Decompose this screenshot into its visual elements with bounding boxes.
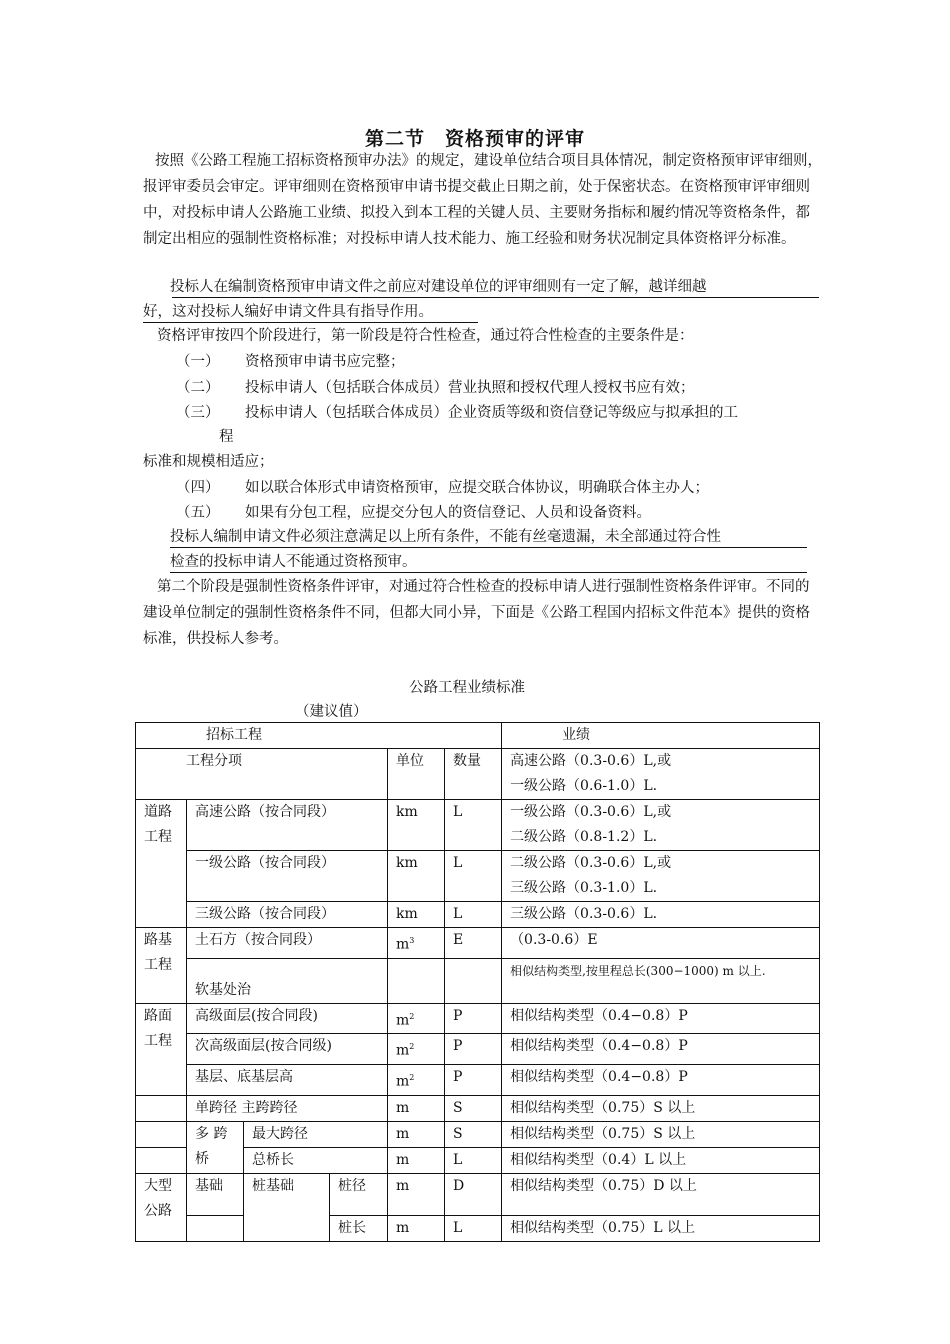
bridge-multi-label: 多 跨 桥 — [187, 1121, 244, 1173]
large-pile-length-qty: L — [445, 1215, 502, 1241]
condition-4-text: 如以联合体形式申请资格预审，应提交联合体协议，明确联合体主办人； — [245, 480, 709, 496]
header-perf-cell — [502, 749, 820, 800]
condition-3-continuation: 标准和规模相适应； — [143, 454, 274, 470]
subgrade-soft-unit — [388, 958, 445, 1003]
table-header-row — [136, 723, 820, 749]
table-subtitle: （建议值） — [295, 704, 368, 720]
note-line1: 投标人编制申请文件必须注意满足以上所有条件，不能有丝毫遗漏，未全部通过符合性 — [170, 529, 721, 545]
road-class1-unit: km — [388, 851, 445, 902]
header-item: 工程分项 — [136, 749, 388, 800]
large-pile-diameter-qty: D — [445, 1173, 502, 1215]
bridge-multi-length-name: 总桥长 — [244, 1147, 388, 1173]
pavement-high-qty: P — [445, 1003, 502, 1034]
condition-3-num: （三） — [176, 405, 220, 421]
table-row — [136, 1034, 820, 1065]
subgrade-soft-perf: 相似结构类型,按里程总长(300−1000) m 以上. — [502, 958, 820, 1003]
subgrade-soft-name: 软基处治 — [187, 958, 388, 1003]
condition-5-num: （五） — [176, 505, 220, 521]
paragraph-stage2: 第二个阶段是强制性资格条件评审，对通过符合性检查的投标申请人进行强制性资格条件评审。不同的建设单位制定的强制性资格条件不同，但都大同小异，下面是《公路工程国内招标文件范本》提供的资格标准，供投标人参考。 — [143, 579, 810, 647]
road-class3-perf: 三级公路（0.3-0.6）L. — [502, 902, 820, 928]
road-class1-qty: L — [445, 851, 502, 902]
pavement-base-unit: $m^2$ — [388, 1064, 445, 1095]
table-row — [136, 1003, 820, 1034]
paragraph-intro: 按照《公路工程施工招标资格预审办法》的规定，建设单位结合项目具体情况，制定资格预审评审细则，报评审委员会审定。评审细则在资格预审申请书提交截止日期之前，处于保密状态。在资格预审评审细则中，对投标申请人公路施工业绩、拟投入到本工程的关键人员、主要财务指标和履约情况等资格条件，都制定出相应的强制性资格标准；对投标申请人技术能力、施工经验和财务状况制定具体资格评分标准。 — [143, 153, 822, 247]
condition-5-text: 如果有分包工程，应提交分包人的资信登记、人员和设备资料。 — [245, 505, 651, 521]
category-subgrade: 路基工程 — [136, 928, 187, 1004]
bridge-multi-maxspan-name: 最大跨径 — [244, 1121, 388, 1147]
condition-3-text: 投标申请人（包括联合体成员）企业资质等级和资信登记等级应与拟承担的工 — [245, 405, 738, 421]
pavement-high-unit: $m^2$ — [388, 1003, 445, 1034]
table-row — [136, 958, 820, 1003]
large-foundation-label: 基础 — [187, 1173, 244, 1215]
table-row — [136, 1064, 820, 1095]
subgrade-earthwork-unit: $m^3$ — [388, 928, 445, 959]
section-title: 第二节 资格预审的评审 — [364, 128, 585, 150]
road-highway-perf — [502, 800, 820, 851]
road-class1-perf-line1: 二级公路（0.3-0.6）L,或 — [510, 855, 672, 871]
note-underline-1 — [170, 547, 807, 548]
condition-2-num: （二） — [176, 380, 220, 396]
road-highway-name: 高速公路（按合同段） — [187, 800, 388, 851]
large-pile-length-perf: 相似结构类型（0.75）L 以上 — [502, 1215, 820, 1241]
table-row — [136, 1173, 820, 1215]
note-underline-2 — [170, 572, 807, 573]
pavement-high-name: 高级面层(按合同段) — [187, 1003, 388, 1034]
bridge-multi-maxspan-qty: S — [445, 1121, 502, 1147]
paragraph-tip-line2: 好，这对投标人编好申请文件具有指导作用。 — [143, 304, 433, 320]
road-class1-perf-line2: 三级公路（0.3-1.0）L. — [510, 880, 658, 896]
road-highway-perf-line1: 一级公路（0.3-0.6）L,或 — [510, 804, 672, 820]
category-large-highway: 大型公路 — [136, 1173, 187, 1241]
condition-4-num: （四） — [176, 480, 220, 496]
road-highway-perf-line2: 二级公路（0.8-1.2）L. — [510, 829, 658, 845]
pavement-base-name: 基层、底基层高 — [187, 1064, 388, 1095]
large-pile-diameter-name: 桩径 — [330, 1173, 388, 1215]
condition-2-text: 投标申请人（包括联合体成员）营业执照和授权代理人授权书应有效； — [245, 380, 695, 396]
header-unit: 单位 — [388, 749, 445, 800]
bridge-multi-maxspan-unit: m — [388, 1121, 445, 1147]
large-pile-diameter-unit: m — [388, 1173, 445, 1215]
bridge-multi-blank-1 — [136, 1121, 187, 1147]
tip-underline — [172, 297, 819, 298]
pavement-sub-qty: P — [445, 1034, 502, 1065]
bridge-single-name: 单跨径 主跨跨径 — [187, 1095, 388, 1121]
subgrade-earthwork-name: 土石方（按合同段） — [187, 928, 388, 959]
condition-3-wrap: 程 — [219, 429, 234, 445]
bridge-multi-length-qty: L — [445, 1147, 502, 1173]
paragraph-stage1: 资格评审按四个阶段进行，第一阶段是符合性检查，通过符合性检查的主要条件是： — [157, 328, 694, 344]
header-performance: 业绩 — [502, 723, 820, 749]
bridge-multi-length-unit: m — [388, 1147, 445, 1173]
pavement-base-perf: 相似结构类型（0.4−0.8）P — [502, 1064, 820, 1095]
table-subheader-row — [136, 749, 820, 800]
bridge-multi-blank-2 — [136, 1147, 187, 1173]
road-class3-qty: L — [445, 902, 502, 928]
paragraph-tip-line1: 投标人在编制资格预审申请文件之前应对建设单位的评审细则有一定了解，越详细越 — [170, 279, 707, 295]
pavement-sub-perf: 相似结构类型（0.4−0.8）P — [502, 1034, 820, 1065]
condition-1-num: （一） — [176, 354, 220, 370]
road-class1-perf — [502, 851, 820, 902]
large-foundation-blank — [187, 1215, 244, 1241]
note-line2: 检查的投标申请人不能通过资格预审。 — [170, 554, 417, 570]
table-row — [136, 1095, 820, 1121]
pavement-base-qty: P — [445, 1064, 502, 1095]
category-pavement: 路面工程 — [136, 1003, 187, 1095]
header-quantity: 数量 — [445, 749, 502, 800]
table-row — [136, 800, 820, 851]
subgrade-earthwork-qty: E — [445, 928, 502, 959]
condition-1-text: 资格预审申请书应完整； — [245, 354, 405, 370]
header-perf-line1: 高速公路（0.3-0.6）L,或 — [510, 753, 672, 769]
pavement-sub-name: 次高级面层(按合同级) — [187, 1034, 388, 1065]
large-pile-label: 桩基础 — [244, 1173, 330, 1241]
road-class1-name: 一级公路（按合同段） — [187, 851, 388, 902]
large-pile-length-unit: m — [388, 1215, 445, 1241]
road-class3-name: 三级公路（按合同段） — [187, 902, 388, 928]
bridge-multi-length-perf: 相似结构类型（0.4）L 以上 — [502, 1147, 820, 1173]
table-row — [136, 851, 820, 902]
header-project: 招标工程 — [136, 723, 502, 749]
table-row — [136, 1121, 820, 1147]
table-row — [136, 902, 820, 928]
bridge-multi-maxspan-perf: 相似结构类型（0.75）S 以上 — [502, 1121, 820, 1147]
road-class3-unit: km — [388, 902, 445, 928]
subgrade-earthwork-perf: （0.3-0.6）E — [502, 928, 820, 959]
header-perf-line2: 一级公路（0.6-1.0）L. — [510, 778, 658, 794]
table-row — [136, 1215, 820, 1241]
road-highway-unit: km — [388, 800, 445, 851]
pavement-high-perf: 相似结构类型（0.4−0.8）P — [502, 1003, 820, 1034]
bridge-single-unit: m — [388, 1095, 445, 1121]
table-title: 公路工程业绩标准 — [409, 680, 525, 696]
performance-standard-table — [135, 722, 820, 1242]
bridge-single-blank — [136, 1095, 187, 1121]
table-row — [136, 928, 820, 959]
bridge-single-perf: 相似结构类型（0.75）S 以上 — [502, 1095, 820, 1121]
bridge-single-qty: S — [445, 1095, 502, 1121]
large-pile-diameter-perf: 相似结构类型（0.75）D 以上 — [502, 1173, 820, 1215]
category-road: 道路工程 — [136, 800, 187, 928]
pavement-sub-unit: $m^2$ — [388, 1034, 445, 1065]
large-pile-length-name: 桩长 — [330, 1215, 388, 1241]
road-highway-qty: L — [445, 800, 502, 851]
subgrade-soft-qty — [445, 958, 502, 1003]
